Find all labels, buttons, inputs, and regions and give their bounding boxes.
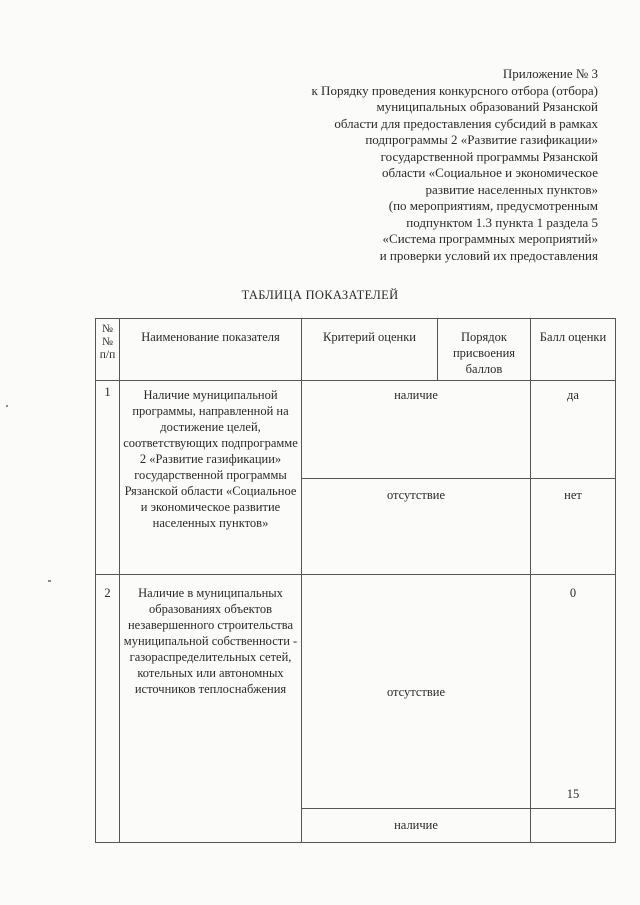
header-line: Приложение № 3 (502, 66, 598, 81)
score-cell (531, 809, 616, 843)
column-header-criterion: Критерий оценки (302, 319, 438, 381)
column-header-score: Балл оценки (531, 319, 616, 381)
indicator-name: Наличие муниципальной программы, направленной на достижение целей, соответствующих подпрограмме 2 «Развитие газификации» государственной программы Рязанской области «Социальное и экономическое развитие населенных пунктов» (120, 381, 302, 575)
indicators-table (95, 318, 616, 843)
row-number: 2 (96, 575, 120, 843)
table-row (96, 381, 616, 479)
header-line: (по мероприятиям, предусмотренным (388, 198, 598, 213)
row-number: 1 (96, 381, 120, 575)
header-line: муниципальных образований Рязанской (376, 99, 598, 114)
header-line: подпунктом 1.3 пункта 1 раздела 5 (406, 214, 598, 230)
score-cell (531, 575, 616, 809)
header-line: подпрограммы 2 «Развитие газификации» (365, 132, 598, 147)
header-line: области для предоставления субсидий в рамках (334, 115, 598, 131)
score-value: 0 (569, 586, 577, 600)
scan-mark (6, 405, 8, 407)
column-header-number: № № п/п (96, 319, 120, 381)
criterion-cell: отсутствие (302, 479, 531, 575)
header-line: «Система программных мероприятий» (382, 231, 598, 246)
score-cell: да (531, 381, 616, 479)
indicator-name: Наличие в муниципальных образованиях объектов незавершенного строительства муниципальной собственности - газораспределительных сетей, котельных или автономных источников теплоснабжения (120, 575, 302, 843)
score-cell: нет (531, 479, 616, 575)
column-header-order: Порядок присвоения баллов (438, 319, 531, 381)
table-title: ТАБЛИЦА ПОКАЗАТЕЛЕЙ (241, 288, 399, 302)
criterion-cell: отсутствие (302, 575, 531, 809)
scan-mark (48, 580, 51, 582)
header-line: области «Социальное и экономическое (381, 165, 598, 180)
score-value: 15 (566, 787, 580, 801)
header-line: развитие населенных пунктов» (425, 181, 598, 197)
header-line: государственной программы Рязанской (380, 148, 598, 164)
criterion-cell: наличие (302, 809, 531, 843)
header-line: и проверки условий их предоставления (379, 247, 598, 263)
criterion-cell: наличие (302, 381, 531, 479)
table-row (96, 575, 616, 809)
document-header (238, 66, 598, 264)
column-header-name: Наименование показателя (120, 319, 302, 381)
table-header-row (96, 319, 616, 381)
header-line: к Порядку проведения конкурсного отбора (отбора) (311, 82, 598, 98)
